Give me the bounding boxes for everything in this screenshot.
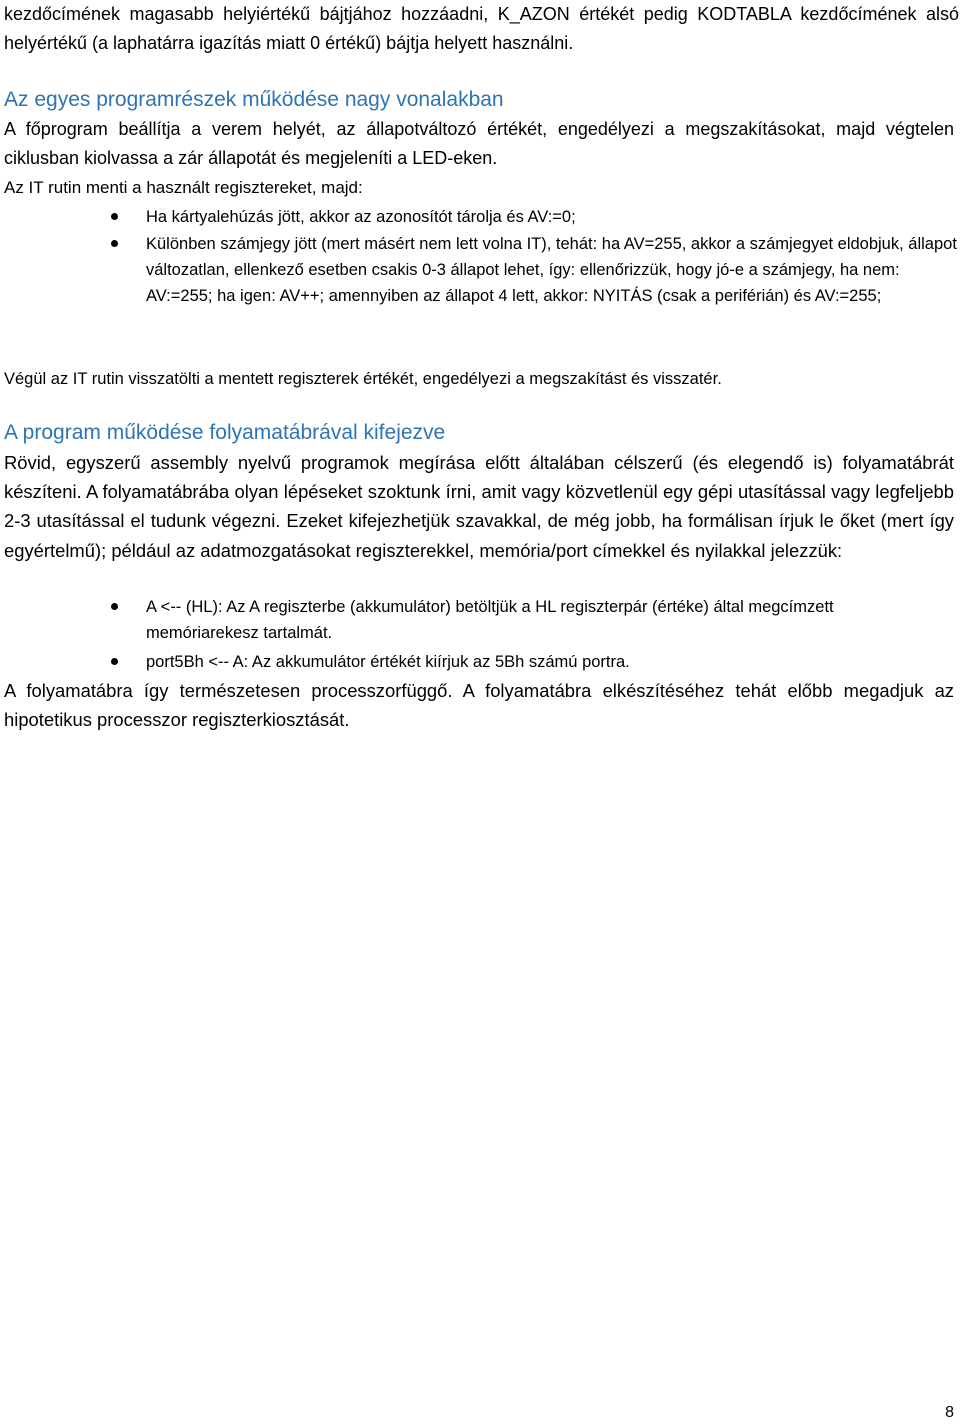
bullet-icon (111, 240, 118, 247)
bullet-text: port5Bh <-- A: Az akkumulátor értékét kiírjuk az 5Bh számú portra. (146, 653, 630, 671)
bullet-icon (111, 658, 118, 665)
it-routine-intro: Az IT rutin menti a használt regisztereket, majd: (4, 178, 363, 197)
bullet-text: Ha kártyalehúzás jött, akkor az azonosítót tárolja és AV:=0; (146, 208, 576, 226)
page-number: 8 (945, 1404, 954, 1421)
bullet-text: A <-- (HL): Az A regiszterbe (akkumulátor) betöltjük a HL regiszterpár (értéke) által megcímzett memóriarekesz tartalmát. (146, 598, 834, 642)
continuation-paragraph: kezdőcímének magasabb helyiértékű bájtjához hozzáadni, K_AZON értékét pedig KODTABLA kezdőcímének alsó helyértékű (a laphatárra igazítás miatt 0 értékű) bájtja helyett használni. (4, 4, 959, 53)
list-item (4, 204, 959, 230)
bullet-text: Különben számjegy jött (mert másért nem lett volna IT), tehát: ha AV=255, akkor a számjegyet eldobjuk, állapot változatlan, ellenkező esetben csakis 0-3 állapot lehet, így: ellenőrizzük, hogy jó-e a számjegy, ha nem: AV:=255; ha igen: AV++; amennyiben az állapot 4 lett, akkor: NYITÁS (csak a periférián) és AV:=255; (146, 235, 957, 305)
list-item (4, 594, 886, 646)
flowchart-closing-paragraph: A folyamatábra így természetesen processzorfüggő. A folyamatábra elkészítéséhez tehát előbb megadjuk az hipotetikus processzor regiszterkiosztását. (4, 680, 954, 731)
it-routine-bullet-list (4, 204, 959, 309)
list-item (4, 231, 959, 309)
bullet-icon (111, 603, 118, 610)
section-heading-flowchart: A program működése folyamatábrával kifejezve (4, 421, 446, 444)
list-item (4, 649, 959, 675)
section-heading-overview: Az egyes programrészek működése nagy vonalakban (4, 88, 504, 111)
flowchart-paragraph: Rövid, egyszerű assembly nyelvű programok megírása előtt általában célszerű (és elegendő is) folyamatábrát készíteni. A folyamatábrába olyan lépéseket szoktunk írni, amit vagy közvetlenül egy gépi utasítással vagy legfeljebb 2-3 utasítással el tudunk végezni. Ezeket kifejezhetjük szavakkal, de még jobb, ha formálisan írjuk le őket (mert így egyértelmű); például az adatmozgatásokat regiszterekkel, memória/port címekkel és nyilakkal jelezzük: (4, 452, 954, 561)
flowchart-bullet-list (4, 594, 959, 675)
bullet-icon (111, 213, 118, 220)
main-program-paragraph: A főprogram beállítja a verem helyét, az állapotváltozó értékét, engedélyezi a megszakításokat, majd végtelen ciklusban kiolvassa a zár állapotát és megjeleníti a LED-eken. (4, 119, 954, 168)
it-routine-closing: Végül az IT rutin visszatölti a mentett regiszterek értékét, engedélyezi a megszakítást és visszatér. (4, 370, 722, 388)
